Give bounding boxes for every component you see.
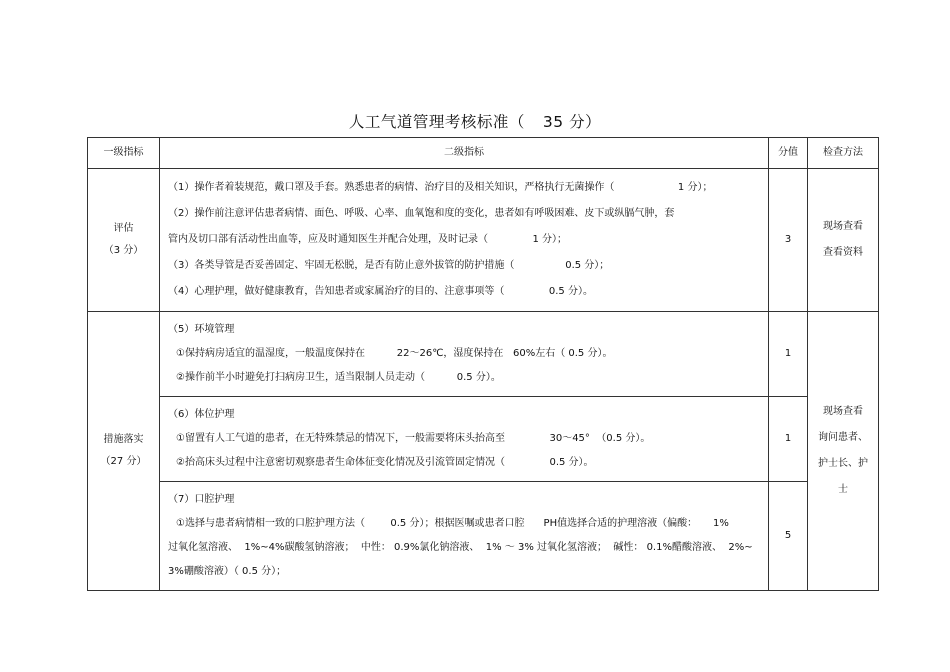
criteria-line: ①保持病房适宜的温湿度，一般温度保持在 22～26℃，湿度保持在 60%左右（ 0.5 分）。	[176, 348, 613, 359]
header-row	[88, 138, 879, 169]
level2-oral-care	[160, 482, 769, 591]
method-implementation	[808, 312, 879, 591]
table-row-environment	[88, 312, 879, 397]
criteria-line: （7）口腔护理	[168, 494, 235, 505]
criteria-line: （4）心理护理，做好健康教育，告知患者或家属治疗的目的、注意事项等（ 0.5 分）。	[168, 286, 593, 297]
method-line: 现场查看	[823, 221, 863, 232]
criteria-line: ①选择与患者病情相一致的口腔护理方法（ 0.5 分）；根据医嘱或患者口腔 PH值选择合适的护理溶液（偏酸： 1%	[176, 518, 729, 529]
table-row-oral-care	[88, 482, 879, 591]
header-score: 分值	[769, 138, 808, 169]
criteria-line: 过氧化氢溶液、 1%~4%碳酸氢钠溶液； 中性： 0.9%氯化钠溶液、 1% ～ 3% 过氧化氢溶液； 碱性： 0.1%醋酸溶液、 2%~	[168, 542, 753, 553]
level2-environment	[160, 312, 769, 397]
title-score: 35 分）	[542, 113, 602, 131]
header-method: 检查方法	[808, 138, 879, 169]
assessment-table	[87, 137, 879, 591]
page-title	[0, 110, 950, 132]
method-assessment	[808, 169, 879, 312]
title-text: 人工气道管理考核标准（	[348, 113, 525, 131]
method-line: 现场查看	[823, 406, 863, 417]
criteria-line: （2）操作前注意评估患者病情、面色、呼吸、心率、血氧饱和度的变化，患者如有呼吸困难、皮下或纵膈气肿，套	[168, 208, 675, 219]
criteria-line: 管内及切口部有活动性出血等，应及时通知医生并配合处理，及时记录（ 1 分）；	[168, 234, 568, 245]
criteria-line: （3）各类导管是否妥善固定、牢固无松脱，是否有防止意外拔管的防护措施（ 0.5 分）；	[168, 260, 610, 271]
level1-assessment	[88, 169, 160, 312]
criteria-line: （6）体位护理	[168, 409, 235, 420]
level1-score: （3 分）	[103, 245, 144, 256]
level2-assessment	[160, 169, 769, 312]
score-environment: 1	[769, 312, 808, 397]
score-position: 1	[769, 397, 808, 482]
method-line: 询问患者、	[818, 432, 868, 443]
table-row-position	[88, 397, 879, 482]
header-level1: 一级指标	[88, 138, 160, 169]
criteria-line: 3%硼酸溶液）（ 0.5 分）；	[168, 566, 287, 577]
method-line: 士	[838, 484, 848, 495]
criteria-line: ①留置有人工气道的患者，在无特殊禁忌的情况下，一般需要将床头抬高至 30～45° （0.5 分）。	[176, 433, 651, 444]
level1-implementation	[88, 312, 160, 591]
criteria-line: （1）操作者着装规范，戴口罩及手套。熟悉患者的病情、治疗目的及相关知识，严格执行无菌操作（ 1 分）；	[168, 182, 713, 193]
criteria-line: （5）环境管理	[168, 324, 235, 335]
method-line: 护士长、护	[818, 458, 868, 469]
header-level2: 二级指标	[160, 138, 769, 169]
table-row-assessment	[88, 169, 879, 312]
level1-name: 措施落实	[103, 434, 144, 445]
level2-position	[160, 397, 769, 482]
level1-name: 评估	[113, 223, 134, 234]
score-assessment: 3	[769, 169, 808, 312]
criteria-line: ②操作前半小时避免打扫病房卫生，适当限制人员走动（ 0.5 分）。	[176, 372, 501, 383]
level1-score: （27 分）	[100, 456, 147, 467]
method-line: 查看资料	[823, 247, 863, 258]
score-oral-care: 5	[769, 482, 808, 591]
criteria-line: ②抬高床头过程中注意密切观察患者生命体征变化情况及引流管固定情况（ 0.5 分）。	[176, 457, 594, 468]
